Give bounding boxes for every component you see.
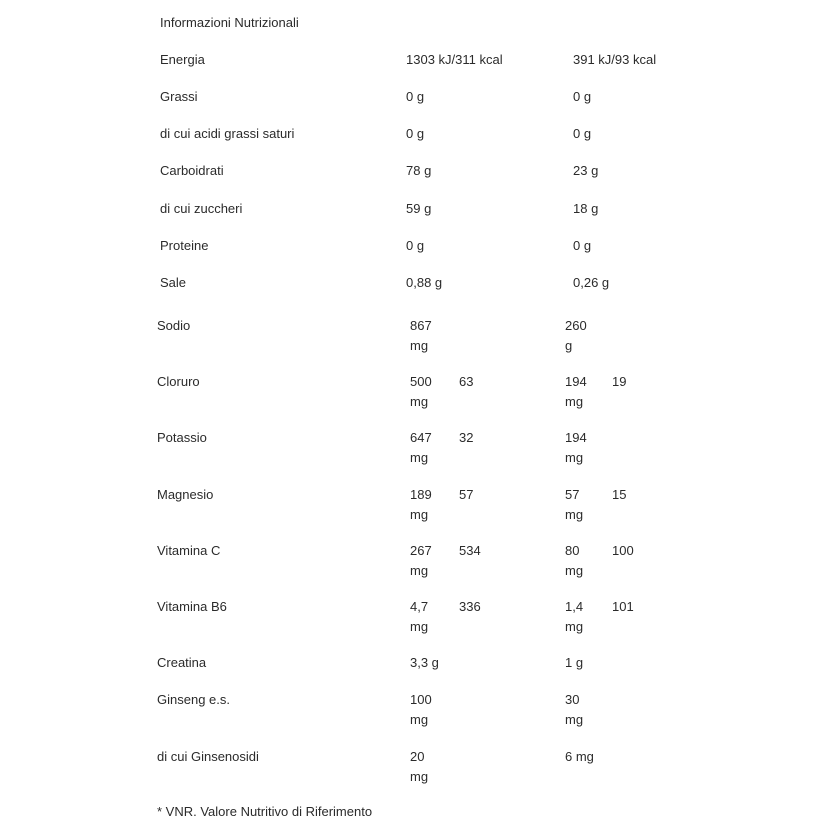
value-per-100g: 100 mg xyxy=(410,692,432,727)
row-label: Cloruro xyxy=(157,374,200,389)
row-label: Sale xyxy=(160,275,187,290)
value-per-serving: 30 mg xyxy=(565,692,584,727)
vnr-percent-100g: 32 xyxy=(459,430,474,445)
value-per-serving: 194 mg xyxy=(565,374,587,409)
value-per-100g: 0 g xyxy=(406,126,425,141)
value-per-serving: 6 mg xyxy=(565,749,594,764)
row-label: Ginseng e.s. xyxy=(157,692,230,707)
row-label: Potassio xyxy=(157,430,207,445)
row-label: Creatina xyxy=(157,655,207,670)
vnr-percent-serving: 101 xyxy=(612,599,634,614)
value-per-serving: 391 kJ/93 kcal xyxy=(573,52,657,67)
value-per-serving: 1 g xyxy=(565,655,584,670)
value-per-serving: 18 g xyxy=(573,201,599,216)
value-per-100g: 1303 kJ/311 kcal xyxy=(406,52,503,67)
row-label: Proteine xyxy=(160,238,209,253)
table-header: Informazioni Nutrizionali xyxy=(160,15,299,30)
value-per-serving: 260 g xyxy=(565,318,587,353)
value-per-serving: 0 g xyxy=(573,126,592,141)
vnr-percent-100g: 57 xyxy=(459,487,474,502)
value-per-100g: 3,3 g xyxy=(410,655,439,670)
vnr-percent-100g: 63 xyxy=(459,374,474,389)
row-label: Vitamina B6 xyxy=(157,599,227,614)
value-per-100g: 267 mg xyxy=(410,543,432,578)
row-label: Magnesio xyxy=(157,487,214,502)
value-per-100g: 0,88 g xyxy=(406,275,443,290)
value-per-serving: 0,26 g xyxy=(573,275,610,290)
row-label: di cui Ginsenosidi xyxy=(157,749,259,764)
row-label: Sodio xyxy=(157,318,191,333)
value-per-serving: 0 g xyxy=(573,238,592,253)
row-label: Carboidrati xyxy=(160,163,224,178)
vnr-percent-serving: 15 xyxy=(612,487,627,502)
vnr-percent-100g: 336 xyxy=(459,599,481,614)
row-label: Vitamina C xyxy=(157,543,221,558)
value-per-100g: 500 mg xyxy=(410,374,432,409)
value-per-serving: 194 mg xyxy=(565,430,587,465)
vnr-percent-serving: 100 xyxy=(612,543,634,558)
value-per-100g: 647 mg xyxy=(410,430,432,465)
value-per-serving: 1,4 mg xyxy=(565,599,584,634)
value-per-serving: 80 mg xyxy=(565,543,584,578)
value-per-serving: 57 mg xyxy=(565,487,584,522)
value-per-serving: 0 g xyxy=(573,89,592,104)
value-per-100g: 189 mg xyxy=(410,487,432,522)
value-per-100g: 0 g xyxy=(406,238,425,253)
vnr-percent-serving: 19 xyxy=(612,374,627,389)
value-per-100g: 4,7 mg xyxy=(410,599,429,634)
row-label: di cui acidi grassi saturi xyxy=(160,126,295,141)
value-per-serving: 23 g xyxy=(573,163,599,178)
footnote: * VNR. Valore Nutritivo di Riferimento xyxy=(157,804,373,819)
value-per-100g: 867 mg xyxy=(410,318,432,353)
value-per-100g: 0 g xyxy=(406,89,425,104)
row-label: Energia xyxy=(160,52,205,67)
value-per-100g: 78 g xyxy=(406,163,432,178)
value-per-100g: 59 g xyxy=(406,201,432,216)
vnr-percent-100g: 534 xyxy=(459,543,481,558)
row-label: di cui zuccheri xyxy=(160,201,243,216)
row-label: Grassi xyxy=(160,89,198,104)
value-per-100g: 20 mg xyxy=(410,749,429,784)
